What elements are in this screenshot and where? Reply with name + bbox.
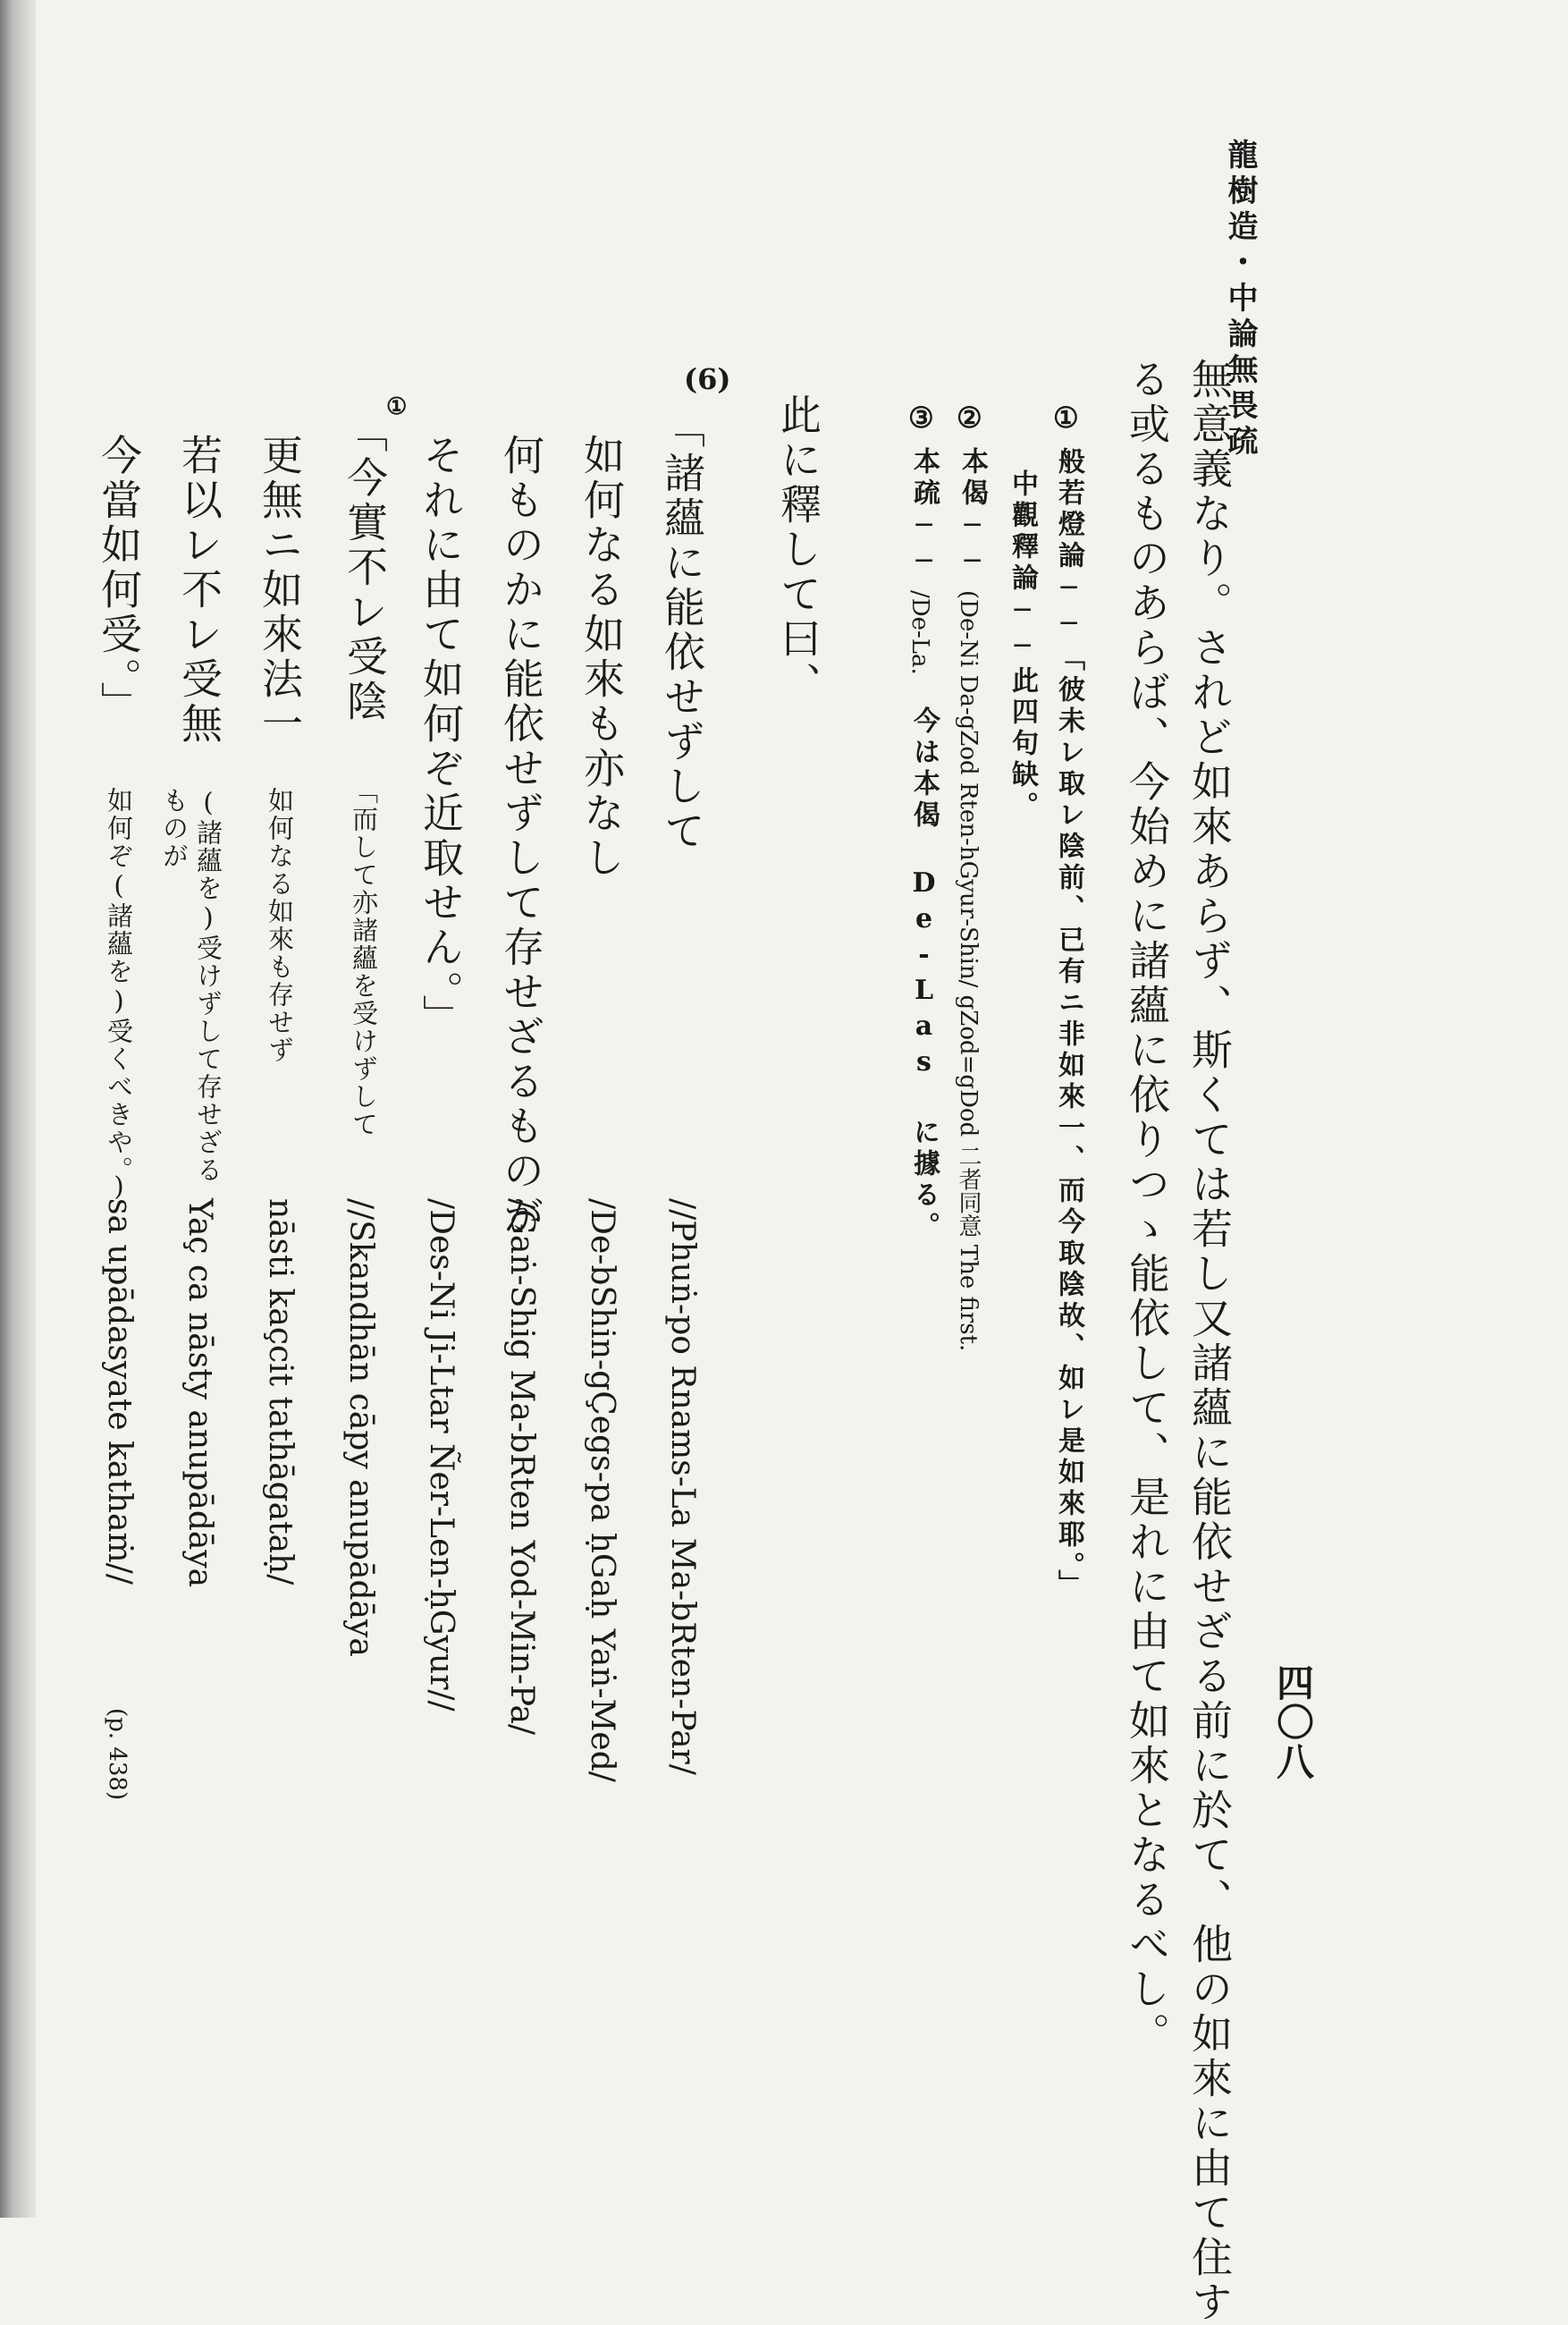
- sanskrit-line-1: //Skandhān cāpy anupādāya: [342, 1198, 379, 1657]
- body-line-2: る或るものあらば、今始めに諸蘊に依りつゝ能依して、是れに由て如來となるべし。: [1123, 358, 1171, 2057]
- note-3-roman: /De-La.: [906, 590, 933, 675]
- scan-edge-shadow: [0, 0, 36, 2218]
- note-2-roman: (De-Ni Da-gZod Rten-hGyur-Shin/ gZod=gDod 二者同意 The first.: [955, 590, 982, 1352]
- chinese-line-2: 更無ニ如來法一: [256, 434, 304, 747]
- note-3-marker: ③: [908, 401, 934, 435]
- note-1-continuation: 中觀釋論──此四句缺。: [1007, 469, 1038, 823]
- commentary-intro: 此に釋して曰、: [774, 393, 822, 706]
- tibetan-line-3: /Gaṅ-Shig Ma-bRten Yod-Min-Pa/: [503, 1198, 540, 1736]
- verse-line-1: 「諸蘊に能依せずして: [658, 407, 706, 854]
- verse-number: (6): [684, 362, 731, 396]
- running-title: 龍樹造・中論無畏疏: [1222, 139, 1258, 461]
- tibetan-line-4: /Des-Ni Ji-Ltar Ñer-Len-ḥGyur//: [423, 1198, 459, 1712]
- gloss-3: (諸蘊を)受けずして存せざる: [193, 787, 223, 1184]
- chinese-verse-marker: ①: [386, 393, 408, 420]
- verse-line-4: それに由て如何ぞ近取せん。」: [417, 434, 465, 1039]
- gloss-4: 如何ぞ(諸蘊を)受くべきや。): [104, 787, 134, 1204]
- page-number: 四〇八: [1271, 1663, 1315, 1781]
- chinese-line-3: 若以レ不レ受無: [175, 434, 223, 747]
- tibetan-line-1: //Phuṅ-po Rnams-La Ma-bRten-Par/: [664, 1198, 701, 1775]
- sanskrit-line-4: sa upādasyate kathaṁ//: [101, 1198, 138, 1585]
- sanskrit-line-2: nāsti kaçcit tathāgataḥ/: [262, 1198, 299, 1585]
- gloss-1: 「而して亦諸蘊を受けずして: [349, 778, 379, 1138]
- verse-line-2: 如何なる如來も亦なし: [577, 434, 626, 881]
- gloss-2: 如何なる如來も存せず: [265, 787, 295, 1064]
- note-3-tail: 今は本偈 De-Las に據る。: [908, 706, 940, 1243]
- note-2-text: 本偈──: [957, 447, 988, 581]
- note-2-marker: ②: [957, 401, 982, 435]
- note-1-text: 般若燈論──「彼未レ取レ陰前、已有ニ非如來一、而今取陰故、如レ是如來耶。」: [1053, 447, 1084, 1601]
- note-1-marker: ①: [1053, 401, 1079, 435]
- gloss-3b: ものが: [159, 787, 190, 870]
- verse-line-3: 何ものかに能依せずして存せざるものが: [497, 434, 545, 1239]
- body-line-1: 無意義なり。されど如來あらず、斯くては若し又諸蘊に能依せざる前に於て、他の如來に由て住す: [1185, 358, 1234, 2325]
- tibetan-line-2: /De-bShin-gÇegs-pa ḥGaḥ Yaṅ-Med/: [584, 1198, 620, 1782]
- sanskrit-line-3: Yaç ca nāsty anupādāya: [181, 1198, 218, 1588]
- chinese-line-1: 「今實不レ受陰: [341, 411, 389, 724]
- page-reference: (p. 438): [104, 1708, 131, 1801]
- chinese-line-4: 今當如何受。」: [95, 434, 143, 726]
- note-3-text: 本疏──: [908, 447, 940, 581]
